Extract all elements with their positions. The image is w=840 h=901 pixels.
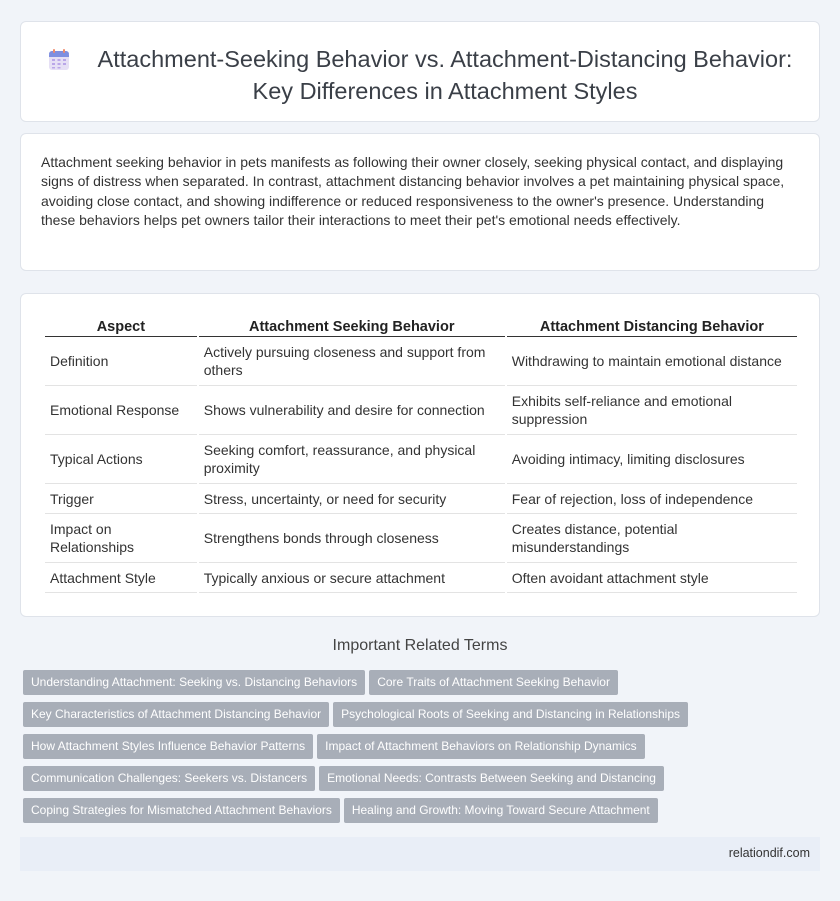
table-row xyxy=(45,337,797,386)
table-cell: Withdrawing to maintain emotional distance xyxy=(507,337,797,386)
related-term-link[interactable]: Emotional Needs: Contrasts Between Seeking and Distancing xyxy=(319,766,664,791)
table-cell: Emotional Response xyxy=(45,386,197,435)
table-cell: Definition xyxy=(45,337,197,386)
footer-site-link[interactable]: relationdif.com xyxy=(728,846,810,860)
header-aspect: Aspect xyxy=(45,317,197,337)
related-term-link[interactable]: Psychological Roots of Seeking and Distancing in Relationships xyxy=(333,702,688,727)
header-seeking: Attachment Seeking Behavior xyxy=(199,317,505,337)
related-term-link[interactable]: How Attachment Styles Influence Behavior Patterns xyxy=(23,734,313,759)
table-cell: Trigger xyxy=(45,484,197,514)
calendar-icon xyxy=(48,49,70,71)
table-cell: Typical Actions xyxy=(45,435,197,484)
related-terms-title: Important Related Terms xyxy=(332,637,508,654)
table-cell: Attachment Style xyxy=(45,563,197,593)
table-cell: Fear of rejection, loss of independence xyxy=(507,484,797,514)
related-term-link[interactable]: Core Traits of Attachment Seeking Behavior xyxy=(369,670,618,695)
related-term-link[interactable]: Understanding Attachment: Seeking vs. Distancing Behaviors xyxy=(23,670,365,695)
comparison-card xyxy=(20,293,820,617)
table-cell: Typically anxious or secure attachment xyxy=(199,563,505,593)
table-cell: Impact on Relationships xyxy=(45,514,197,563)
related-term-link[interactable]: Healing and Growth: Moving Toward Secure Attachment xyxy=(344,798,658,823)
related-term-link[interactable]: Communication Challenges: Seekers vs. Distancers xyxy=(23,766,315,791)
related-terms-list xyxy=(23,670,803,830)
footer xyxy=(20,837,820,871)
table-cell: Often avoidant attachment style xyxy=(507,563,797,593)
table-cell: Shows vulnerability and desire for connection xyxy=(199,386,505,435)
table-cell: Avoiding intimacy, limiting disclosures xyxy=(507,435,797,484)
intro-paragraph: Attachment seeking behavior in pets manifests as following their owner closely, seeking physical contact, and displaying signs of distress when separated. In contrast, attachment distancing behavior involves a pet maintaining physical space, avoiding close contact, and showing indifference or reduced responsiveness to the owner's presence. Understanding these behaviors helps pet owners tailor their interactions to meet their pet's emotional needs effectively. xyxy=(41,154,785,229)
comparison-table xyxy=(43,317,799,593)
table-cell: Strengthens bonds through closeness xyxy=(199,514,505,563)
related-term-link[interactable]: Coping Strategies for Mismatched Attachment Behaviors xyxy=(23,798,340,823)
table-cell: Creates distance, potential misunderstandings xyxy=(507,514,797,563)
related-term-link[interactable]: Key Characteristics of Attachment Distancing Behavior xyxy=(23,702,329,727)
table-row xyxy=(45,484,797,514)
table-row xyxy=(45,386,797,435)
header-card xyxy=(20,21,820,122)
table-row xyxy=(45,435,797,484)
table-row xyxy=(45,563,797,593)
header-distancing: Attachment Distancing Behavior xyxy=(507,317,797,337)
table-row xyxy=(45,514,797,563)
related-term-link[interactable]: Impact of Attachment Behaviors on Relationship Dynamics xyxy=(317,734,644,759)
table-cell: Seeking comfort, reassurance, and physical proximity xyxy=(199,435,505,484)
page-title: Attachment-Seeking Behavior vs. Attachment-Distancing Behavior: Key Differences in Attachment Styles xyxy=(97,46,793,104)
intro-card xyxy=(20,133,820,271)
table-cell: Stress, uncertainty, or need for security xyxy=(199,484,505,514)
table-cell: Exhibits self-reliance and emotional suppression xyxy=(507,386,797,435)
table-cell: Actively pursuing closeness and support from others xyxy=(199,337,505,386)
table-header-row xyxy=(45,317,797,337)
